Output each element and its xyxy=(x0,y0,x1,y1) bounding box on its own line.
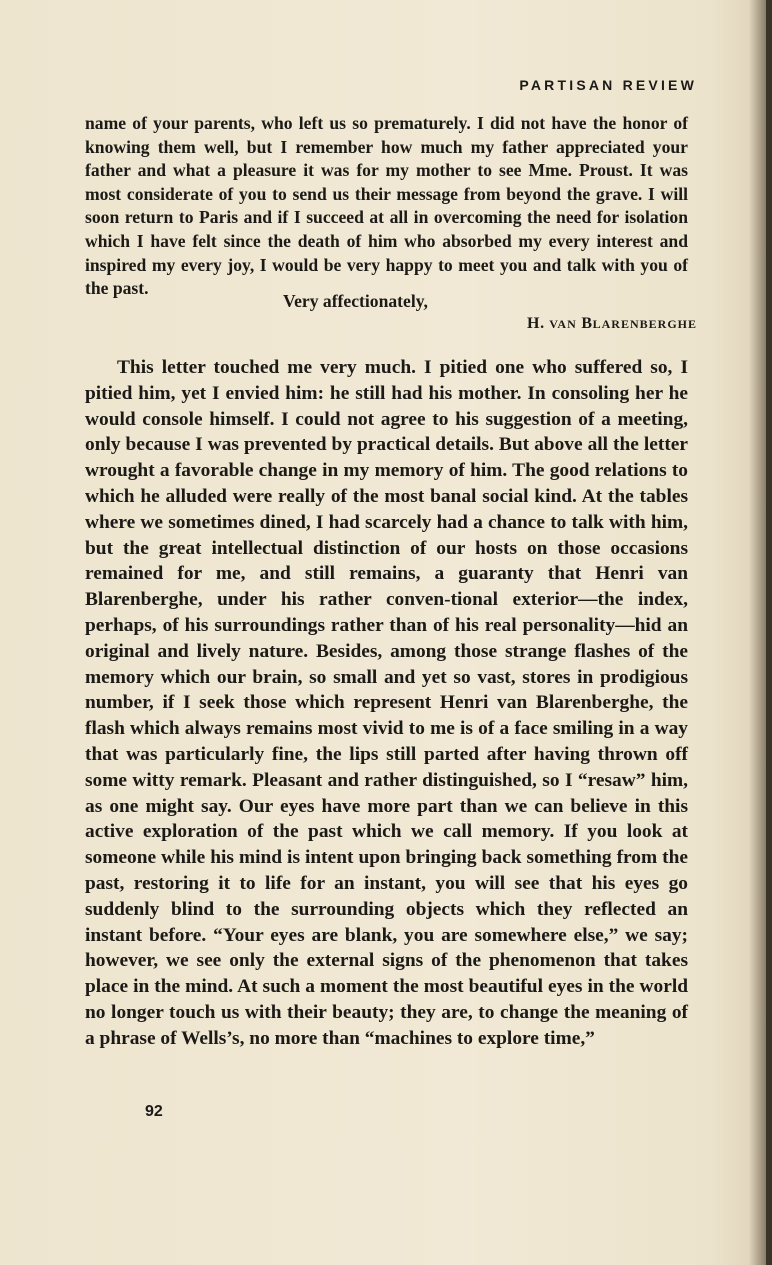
page-edge-shadow xyxy=(766,0,772,1265)
signature-capital-b: B xyxy=(581,315,593,332)
quoted-letter xyxy=(85,112,688,301)
body-text xyxy=(85,355,688,1052)
signature-surname-rest: LARENBERGHE xyxy=(592,317,697,331)
letter-closing: Very affectionately, xyxy=(283,291,428,311)
letter-signature xyxy=(527,315,697,333)
body-paragraph: This letter touched me very much. I pitied one who suffered so, I pitied him, yet I envied him: he still had his mother. In consoling her he would console himself. I could not agree to his suggestion of a meeting, only because I was prevented by practical details. But above all the letter wrought a favorable change in my memory of him. The good relations to which he alluded were really of the most banal social kind. At the tables where we sometimes dined, I had scarcely had a chance to talk with him, but the great intellectual distinction of our hosts on those occasions remained for me, and still remains, a guaranty that Henri van Blarenberghe, under his rather conven-tional exterior—the index, perhaps, of his surroundings rather than of his real personality—hid an original and lively nature. Besides, among those strange flashes of the memory which our brain, so small and yet so vast, stores in prodigious number, if I seek those which represent Henri van Blarenberghe, the flash which always remains most vivid to me is of a face smiling in a way that was particularly fine, the lips still parted after having thrown off some witty remark. Pleasant and rather distinguished, so I “resaw” him, as one might say. Our eyes have more part than we can believe in this active exploration of the past which we call memory. If you look at someone while his mind is intent upon bringing back something from the past, restoring it to life for an instant, you will see that his eyes go suddenly blind to the surrounding objects which they reflected an instant before. “Your eyes are blank, you are somewhere else,” we say; however, we see only the external signs of the phenomenon that takes place in the mind. At such a moment the most beautiful eyes in the world no longer touch us with their beauty; they are, to change the meaning of a phrase of Wells’s, no more than “machines to explore time,” xyxy=(85,357,688,1049)
signature-initial: H. xyxy=(527,315,550,332)
running-head: PARTISAN REVIEW xyxy=(519,77,697,93)
page-number: 92 xyxy=(145,1103,163,1120)
letter-paragraph: name of your parents, who left us so prematurely. I did not have the honor of knowing them well, but I remember how much my father appreciated your father and what a pleasure it was for my mother to see Mme. Proust. It was most considerate of you to send us their message from beyond the grave. I will soon return to Paris and if I succeed at all in overcoming the need for isolation which I have felt since the death of him who absorbed my every interest and inspired my every joy, I would be very happy to meet you and talk with you of the past. xyxy=(85,113,688,299)
signature-van: VAN xyxy=(549,317,577,331)
